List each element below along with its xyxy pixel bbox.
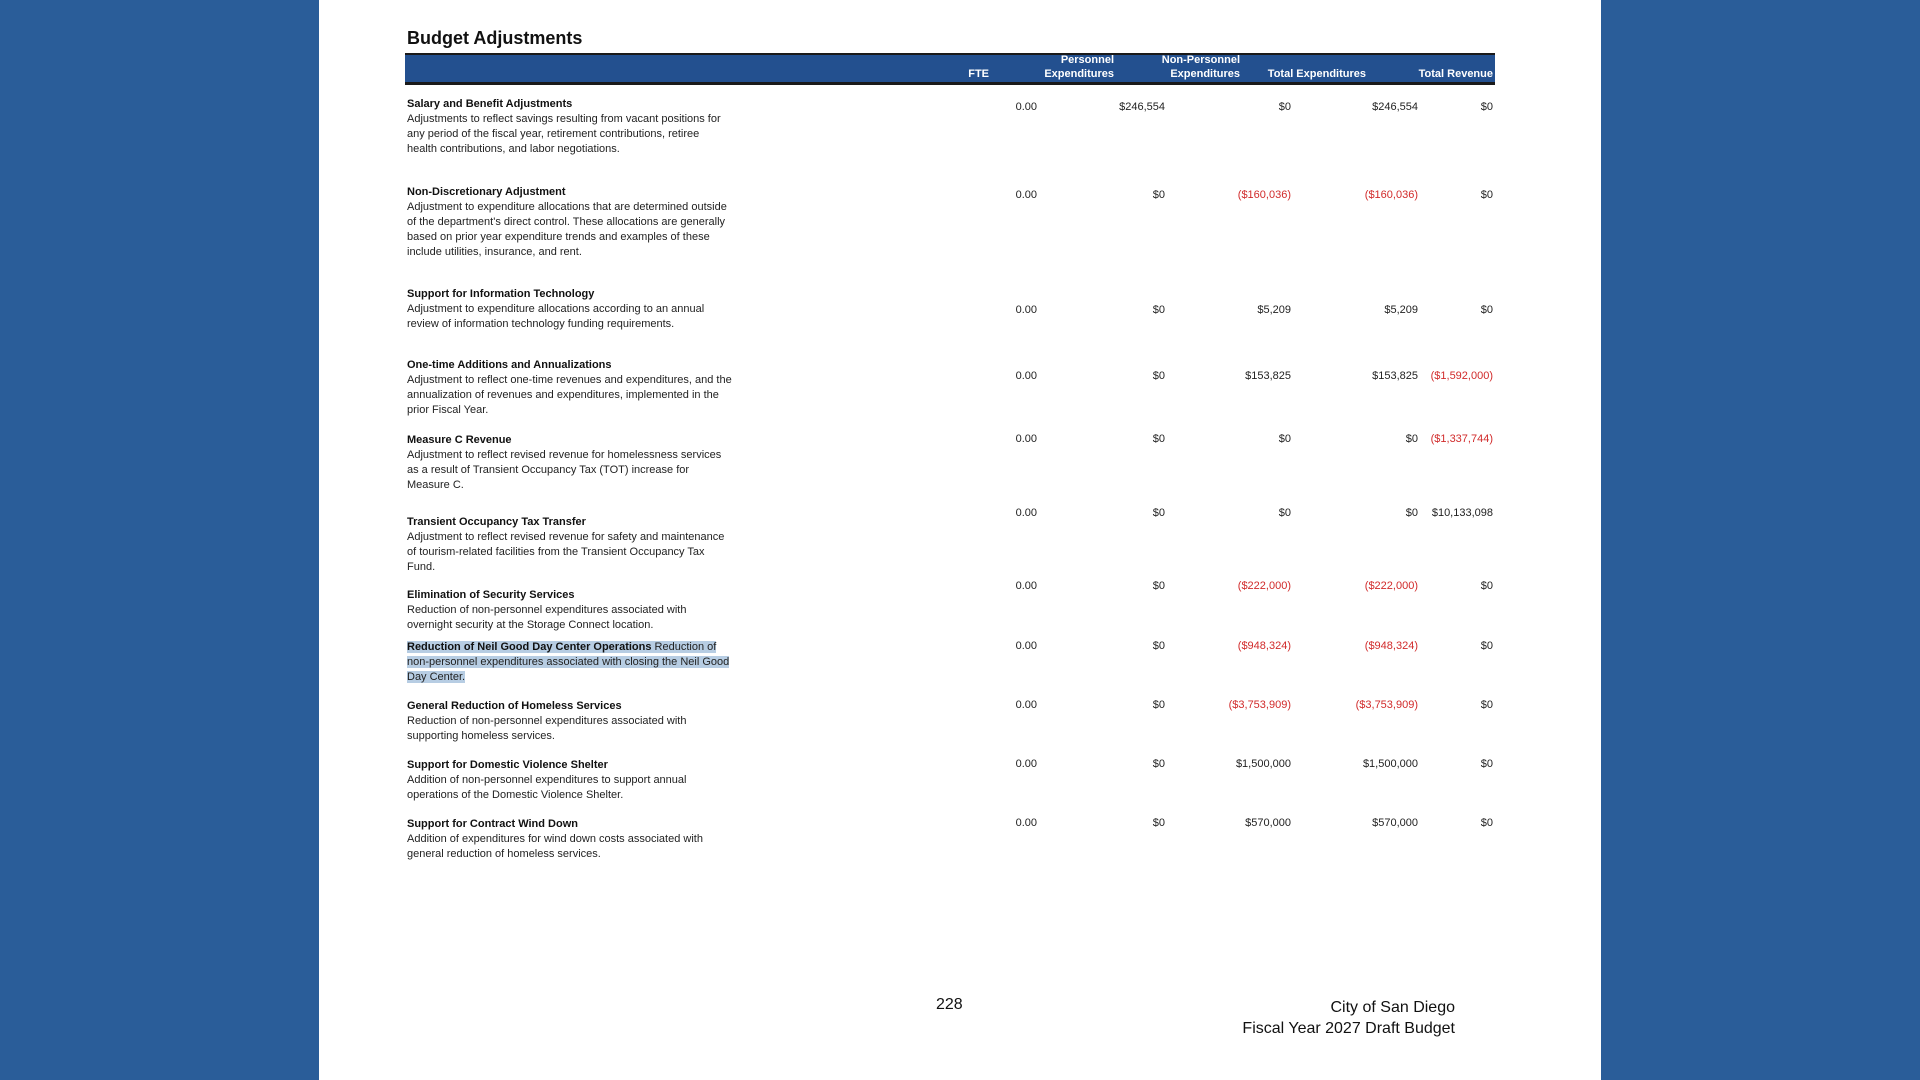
- row-title: Transient Occupancy Tax Transfer: [407, 516, 586, 528]
- selected-text-highlight[interactable]: [407, 641, 729, 683]
- cell-fte: 0.00: [1015, 507, 1037, 519]
- cell-total-revenue: $0: [1480, 304, 1493, 316]
- cell-personnel: $0: [1152, 507, 1165, 519]
- row-description: Addition of expenditures for wind down costs associated with general reduction of homeless services.: [407, 833, 703, 860]
- row-description: Reduction of non-personnel expenditures associated with supporting homeless services.: [407, 715, 687, 742]
- cell-non-personnel: $0: [1278, 101, 1291, 113]
- cell-personnel: $0: [1152, 758, 1165, 770]
- row-title: Elimination of Security Services: [407, 589, 575, 601]
- column-header-total-revenue: Total Revenue: [1418, 68, 1493, 80]
- row-description: Addition of non-personnel expenditures to support annual operations of the Domestic Violence Shelter.: [407, 774, 687, 801]
- row-description-block: [407, 588, 732, 633]
- cell-fte: 0.00: [1015, 699, 1037, 711]
- row-title: General Reduction of Homeless Services: [407, 700, 622, 712]
- cell-total-expenditures: $1,500,000: [1362, 758, 1418, 770]
- column-header-total-expenditures: Total Expenditures: [1267, 68, 1366, 80]
- cell-non-personnel: ($948,324): [1237, 640, 1291, 652]
- row-description-block: [407, 817, 732, 862]
- cell-total-expenditures: $0: [1405, 507, 1418, 519]
- cell-personnel: $246,554: [1119, 101, 1165, 113]
- footer-org-line1: City of San Diego: [1330, 999, 1455, 1016]
- cell-total-revenue: $10,133,098: [1431, 507, 1493, 519]
- cell-non-personnel: $0: [1278, 433, 1291, 445]
- cell-personnel: $0: [1152, 580, 1165, 592]
- footer-organization: [1242, 997, 1455, 1039]
- row-title: One-time Additions and Annualizations: [407, 359, 612, 371]
- row-description-block: [407, 758, 732, 803]
- cell-non-personnel: ($160,036): [1237, 189, 1291, 201]
- cell-fte: 0.00: [1015, 433, 1037, 445]
- row-description-block: [407, 433, 732, 493]
- cell-total-revenue: ($1,337,744): [1430, 433, 1493, 445]
- cell-fte: 0.00: [1015, 304, 1037, 316]
- row-description-block: [407, 185, 732, 260]
- row-description: Adjustment to reflect revised revenue for homelessness services as a result of Transient Occupancy Tax (TOT) increase for Measure C.: [407, 449, 722, 491]
- row-description-block: [407, 287, 732, 332]
- row-title: Support for Information Technology: [407, 288, 595, 300]
- cell-total-expenditures: $246,554: [1372, 101, 1418, 113]
- row-title: Support for Domestic Violence Shelter: [407, 759, 608, 771]
- row-description-block: [407, 699, 732, 744]
- row-description: Adjustment to expenditure allocations according to an annual review of information technology funding requirements.: [407, 303, 705, 330]
- cell-total-expenditures: $570,000: [1372, 817, 1418, 829]
- page-title: Budget Adjustments: [407, 28, 583, 48]
- footer-org-line2: Fiscal Year 2027 Draft Budget: [1242, 1020, 1455, 1037]
- cell-total-revenue: $0: [1480, 699, 1493, 711]
- cell-non-personnel: $570,000: [1245, 817, 1291, 829]
- row-title: Salary and Benefit Adjustments: [407, 98, 573, 110]
- cell-fte: 0.00: [1015, 189, 1037, 201]
- cell-fte: 0.00: [1015, 758, 1037, 770]
- cell-non-personnel: ($222,000): [1237, 580, 1291, 592]
- cell-personnel: $0: [1152, 640, 1165, 652]
- cell-total-expenditures: ($160,036): [1364, 189, 1418, 201]
- cell-fte: 0.00: [1015, 640, 1037, 652]
- row-title: Reduction of Neil Good Day Center Operations: [407, 641, 652, 653]
- cell-total-revenue: $0: [1480, 640, 1493, 652]
- cell-total-revenue: $0: [1480, 189, 1493, 201]
- cell-total-expenditures: ($3,753,909): [1355, 699, 1418, 711]
- row-description: Reduction of non-personnel expenditures associated with overnight security at the Storage Connect location.: [407, 604, 687, 631]
- cell-fte: 0.00: [1015, 817, 1037, 829]
- row-description: Adjustment to expenditure allocations that are determined outside of the department's direct control. These allocations are generally based on prior year expenditure trends and examples of these include utilities, insurance, and rent.: [407, 201, 727, 258]
- cell-non-personnel: $0: [1278, 507, 1291, 519]
- row-description: Reduction of non-personnel expenditures associated with closing the Neil Good Day Center.: [407, 641, 730, 683]
- cell-personnel: $0: [1152, 304, 1165, 316]
- row-description: Adjustment to reflect revised revenue for safety and maintenance of tourism-related facilities from the Transient Occupancy Tax Fund.: [407, 531, 725, 573]
- cell-total-revenue: $0: [1480, 817, 1493, 829]
- cell-non-personnel: $1,500,000: [1235, 758, 1291, 770]
- column-header-fte: FTE: [968, 68, 989, 80]
- cell-total-expenditures: ($948,324): [1364, 640, 1418, 652]
- cell-fte: 0.00: [1015, 101, 1037, 113]
- cell-total-revenue: $0: [1480, 101, 1493, 113]
- row-description: Adjustments to reflect savings resulting from vacant positions for any period of the fiscal year, retirement contributions, retiree health contributions, and labor negotiations.: [407, 113, 721, 155]
- cell-personnel: $0: [1152, 189, 1165, 201]
- column-header-non-personnel: Non-Personnel Expenditures: [1161, 54, 1240, 80]
- cell-non-personnel: $5,209: [1257, 304, 1291, 316]
- cell-non-personnel: $153,825: [1245, 370, 1291, 382]
- cell-total-expenditures: $0: [1405, 433, 1418, 445]
- cell-total-revenue: $0: [1480, 580, 1493, 592]
- cell-total-revenue: $0: [1480, 758, 1493, 770]
- cell-total-revenue: ($1,592,000): [1430, 370, 1493, 382]
- cell-total-expenditures: $5,209: [1384, 304, 1418, 316]
- row-title: Non-Discretionary Adjustment: [407, 186, 566, 198]
- cell-personnel: $0: [1152, 433, 1165, 445]
- cell-personnel: $0: [1152, 817, 1165, 829]
- row-description-block: [407, 97, 732, 157]
- row-description-block: [407, 515, 732, 575]
- column-header-personnel: Personnel Expenditures: [1044, 54, 1114, 80]
- cell-personnel: $0: [1152, 370, 1165, 382]
- cell-fte: 0.00: [1015, 580, 1037, 592]
- row-description-block: [407, 640, 732, 685]
- cell-total-expenditures: $153,825: [1372, 370, 1418, 382]
- row-description-block: [407, 358, 732, 418]
- cell-fte: 0.00: [1015, 370, 1037, 382]
- row-title: Support for Contract Wind Down: [407, 818, 578, 830]
- cell-non-personnel: ($3,753,909): [1228, 699, 1291, 711]
- cell-total-expenditures: ($222,000): [1364, 580, 1418, 592]
- row-description: Adjustment to reflect one-time revenues and expenditures, and the annualization of revenues and expenditures, implemented in the prior Fiscal Year.: [407, 374, 732, 416]
- page-number: 228: [936, 996, 963, 1013]
- cell-personnel: $0: [1152, 699, 1165, 711]
- document-page: [319, 0, 1601, 1080]
- table-header: [405, 53, 1495, 85]
- row-title: Measure C Revenue: [407, 434, 512, 446]
